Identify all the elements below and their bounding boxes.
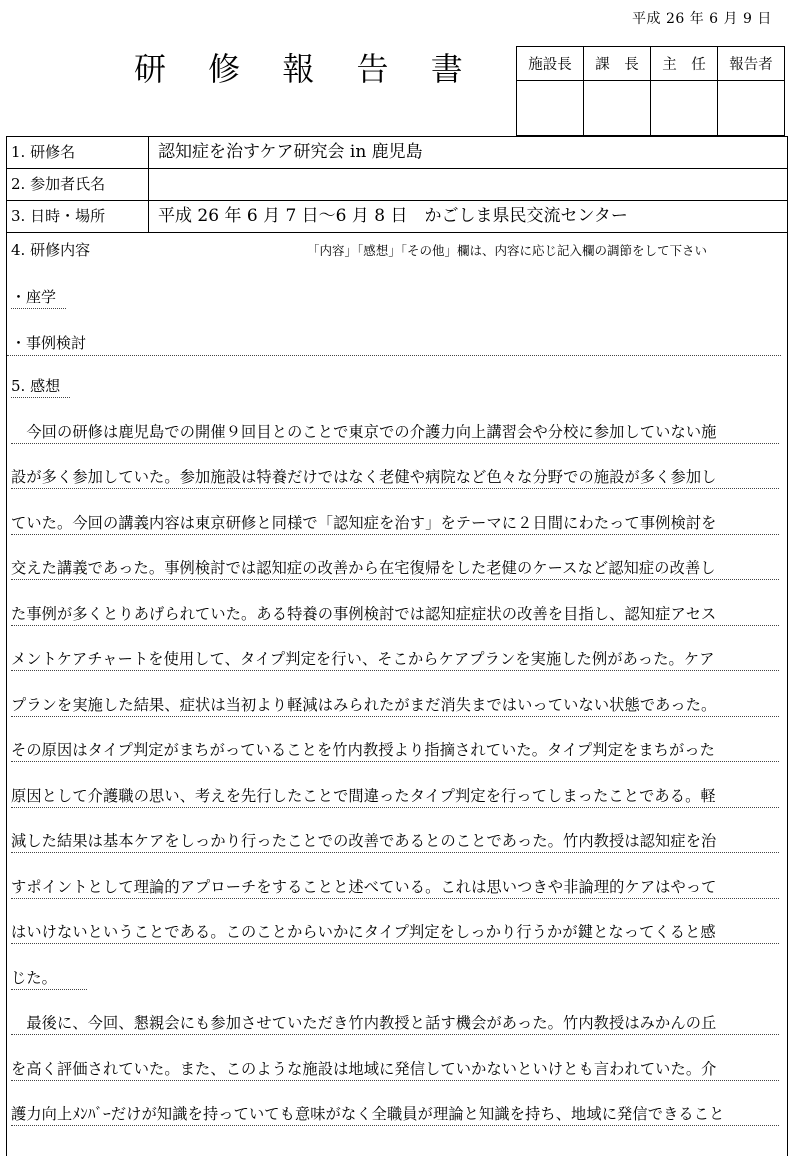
case-study-label: ・事例検討 [11,334,87,352]
content-header [7,233,787,267]
approval-header-supervisor: 主 任 [651,47,718,81]
training-name-label: 1. 研修名 [11,143,76,161]
datetime-location-label: 3. 日時・場所 [11,207,106,225]
training-name-value: 認知症を治すケア研究会 in 鹿児島 [158,142,423,162]
text-line: 今回の研修は鹿児島での開催９回目とのことで東京での介護力向上講習会や分校に参加していない施 [11,421,779,444]
text-line: 護力向上ﾒﾝﾊﾞｰだけが知識を持っていても意味がなく全職員が理論と知識を持ち、地域に発信できること [11,1103,779,1126]
text-line: その原因はタイプ判定がまちがっていることを竹内教授より指摘されていた。タイプ判定をまちがった [11,739,779,762]
text-line: 最後に、今回、懇親会にも参加させていただき竹内教授と話す機会があった。竹内教授はみかんの丘 [11,1012,779,1035]
lecture-label: ・座学 [11,286,66,309]
training-content-section [7,233,787,1128]
text-line: じた。 [11,967,87,990]
text-line: た事例が多くとりあげられていた。ある特養の事例検討では認知症症状の改善を目指し、認知症アセス [11,603,779,626]
approval-header-director: 施設長 [517,47,584,81]
text-line: すポイントとして理論的アプローチをすることと述べている。これは思いつきや非論理的ケアはやって [11,876,779,899]
content-label: 4. 研修内容 [11,241,91,259]
row-divider [148,137,149,168]
approval-stamp-reporter [718,81,785,136]
impressions-section [7,356,781,400]
text-line: 交えた講義であった。事例検討では認知症の改善から在宅復帰をした老健のケースなど認知症の改善し [11,557,779,580]
row-divider [148,201,149,232]
approval-stamp-section-chief [584,81,651,136]
datetime-location-row [7,201,787,233]
text-line: はいけないということである。このことからいかにタイプ判定をしっかり行うかが鍵となってくると感 [11,921,779,944]
training-name-row [7,137,787,169]
text-line: メントケアチャートを使用して、タイプ判定を行い、そこからケアプランを実施した例があった。ケア [11,648,779,671]
impressions-label: 5. 感想 [11,375,70,398]
row-divider [148,169,149,200]
approval-header-reporter: 報告者 [718,47,785,81]
text-line: を高く評価されていた。また、このような施設は地域に発信していかないといけとも言われていた。介 [11,1058,779,1081]
participant-name-label: 2. 参加者氏名 [11,175,106,193]
text-line: 原因として介護職の思い、考えを先行したことで間違ったタイプ判定を行ってしまったことである。軽 [11,785,779,808]
approval-stamp-director [517,81,584,136]
text-line: ていた。今回の講義内容は東京研修と同様で「認知症を治す」をテーマに２日間にわたって事例検討を [11,512,779,535]
approval-stamp-table [516,46,785,136]
report-date: 平成 26 年 6 月 9 日 [632,11,772,27]
text-line: プランを実施した結果、症状は当初より軽減はみられたがまだ消失まではいっていない状態であった。 [11,694,779,717]
approval-stamp-supervisor [651,81,718,136]
report-form [6,136,788,1156]
document-title: 研 修 報 告 書 [134,50,479,88]
datetime-location-value: 平成 26 年 6 月 7 日〜6 月 8 日 かごしま県民交流センター [158,206,628,226]
text-line: 減した結果は基本ケアをしっかり行ったことでの改善であるとのことであった。竹内教授は認知症を治 [11,830,779,853]
lecture-section [7,267,781,311]
approval-header-section-chief: 課 長 [584,47,651,81]
content-hint: 「内容」「感想」「その他」欄は、内容に応じ記入欄の調節をして下さい [307,243,708,258]
impressions-text [7,400,787,1128]
participant-name-row [7,169,787,201]
text-line: 設が多く参加していた。参加施設は特養だけではなく老健や病院など色々な分野での施設が多く参加し [11,466,779,489]
case-study-section [7,311,781,356]
